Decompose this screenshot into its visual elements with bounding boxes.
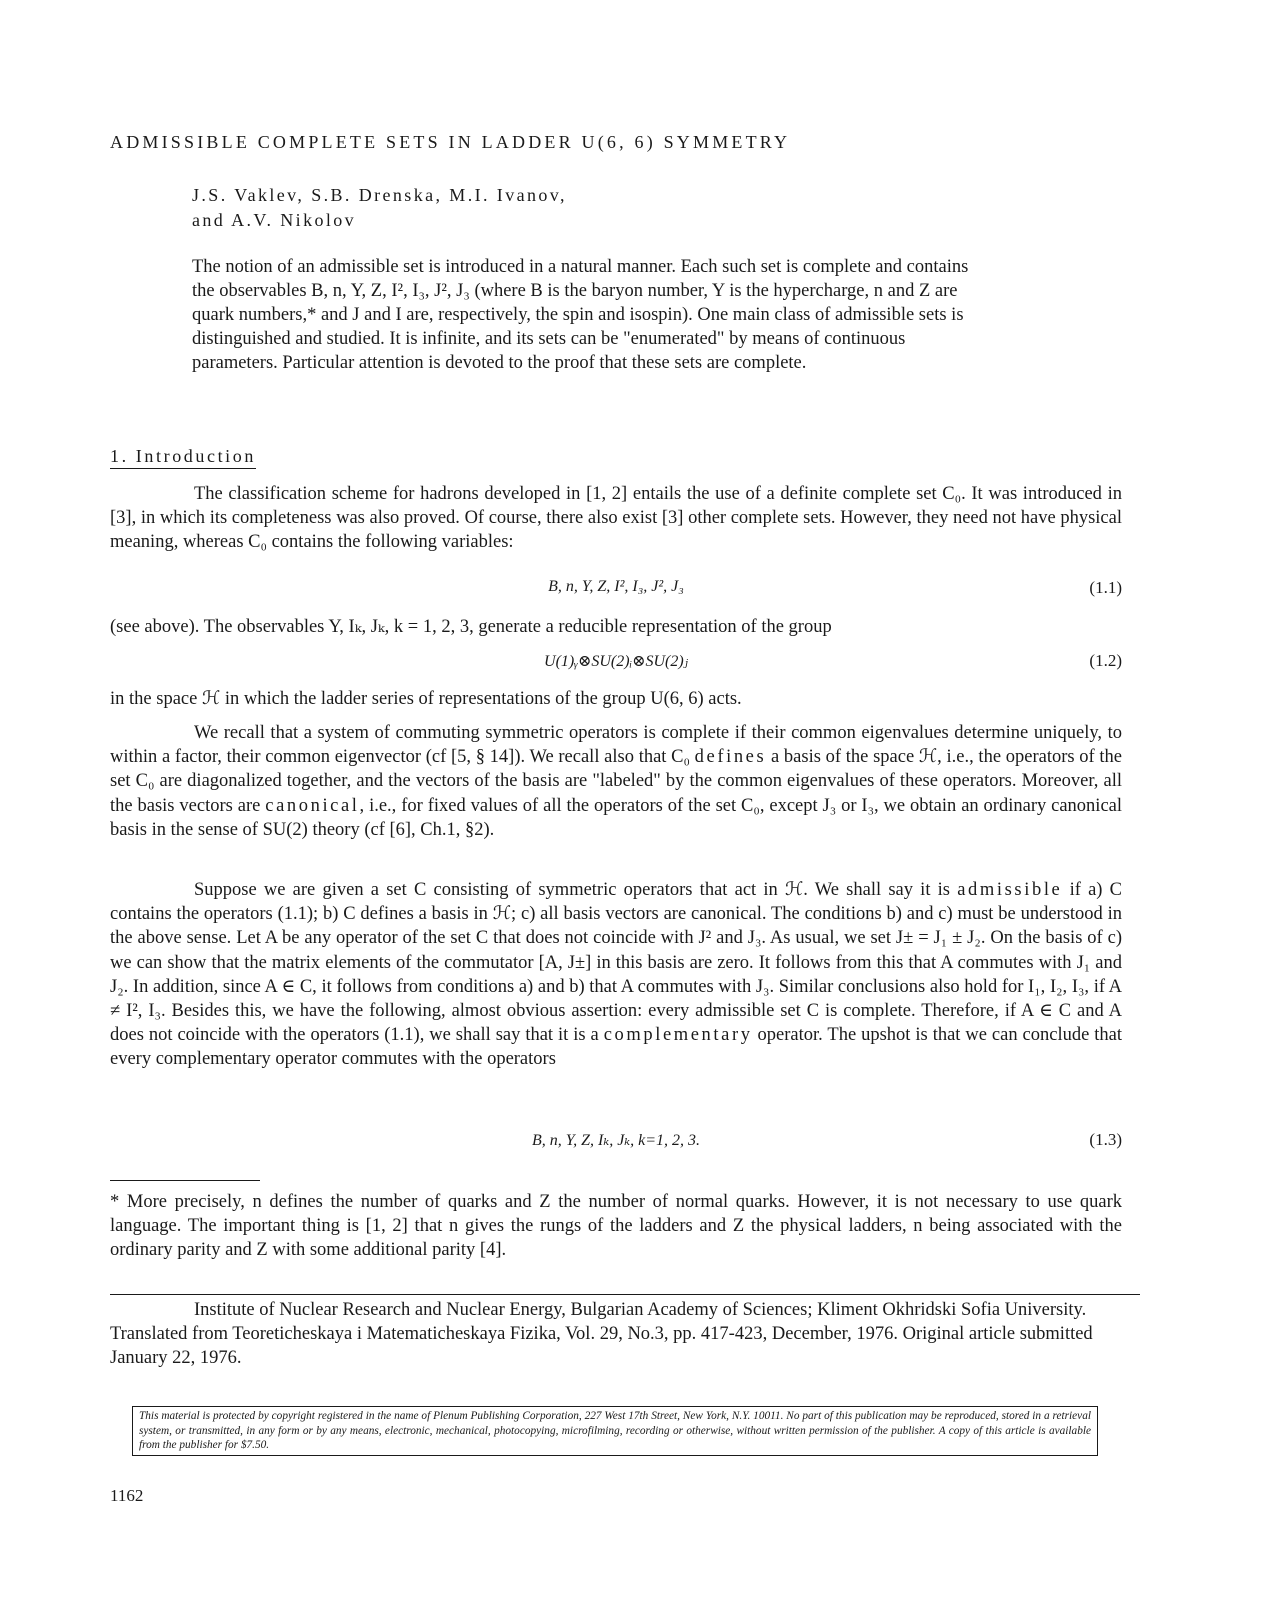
paragraph-5 — [110, 878, 1122, 1072]
page-number: 1162 — [110, 1486, 144, 1505]
authors-line-1: J.S. Vaklev, S.B. Drenska, M.I. Ivanov, — [192, 185, 567, 205]
affiliation-divider — [110, 1294, 1140, 1295]
equation-1-3 — [110, 1130, 1122, 1154]
paragraph-2-text: (see above). The observables Y, Iₖ, Jₖ, k = 1, 2, 3, generate a reducible representation of the group — [110, 617, 832, 637]
paragraph-2 — [110, 615, 1122, 639]
paragraph-5-part-3: operator. The upshot is that we can conclude that every complementary operator commutes with the operators — [110, 1025, 1122, 1070]
author-list — [192, 183, 567, 233]
paper-title: ADMISSIBLE COMPLETE SETS IN LADDER U(6, 6) SYMMETRY — [110, 132, 791, 152]
footnote-text: * More precisely, n defines the number of quarks and Z the number of normal quarks. However, it is not necessary to use quark language. The important thing is [1, 2] that n gives the rungs of the ladders and Z the physical ladders, n being associated with the ordinary parity and Z with some additional parity [4]. — [110, 1192, 1122, 1260]
paragraph-5-part-1: Suppose we are given a set C consisting of symmetric operators that act in ℋ. We shall say it is — [194, 880, 951, 900]
equation-1-2-number: (1.2) — [1089, 651, 1122, 670]
equation-1-3-number: (1.3) — [1089, 1130, 1122, 1149]
equation-1-3-formula: B, n, Y, Z, Iₖ, Jₖ, k=1, 2, 3. — [531, 1132, 701, 1149]
paragraph-1-text: The classification scheme for hadrons developed in [1, 2] entails the use of a definite complete set C₀. It was introduced in [3], in which its completeness was also proved. Of course, there also exist [3] other complete sets. However, they need not have physical meaning, whereas C₀ contains the following variables: — [110, 484, 1122, 553]
paragraph-4-part-1: We recall that a system of commuting symmetric operators is complete if their common eigenvalues determine uniquely, to within a factor, their common eigenvector (cf [5, § 14]). We recall also that C₀ — [110, 723, 1122, 768]
paragraph-3 — [110, 687, 1122, 711]
term-complementary: complementary — [603, 1025, 753, 1046]
affiliation — [110, 1298, 1130, 1370]
equation-1-2-formula: U(1)ᵧ⊗SU(2)ᵢ⊗SU(2)ⱼ — [544, 653, 688, 670]
equation-1-2 — [110, 651, 1122, 675]
term-canonical: canonical — [265, 795, 360, 816]
footnote-divider — [110, 1180, 260, 1181]
paragraph-4-part-2: a basis of the space ℋ, i.e., the operators of the set C₀ are diagonalized together, and the vectors of the basis are "labeled" by the common eigenvalues of these operators. Moreover, all the basis vectors are — [110, 747, 1123, 816]
abstract-text: The notion of an admissible set is introduced in a natural manner. Each such set is complete and contains the observables B, n, Y, Z, I², I₃, J², J₃ (where B is the baryon number, Y is the hypercharge, n and Z are quark numbers,* and J and I are, respectively, the spin and isospin). One main class of admissible sets is distinguished and studied. It is infinite, and its sets can be "enumerated" by means of continuous parameters. Particular attention is devoted to the proof that these sets are complete. — [192, 257, 969, 373]
paragraph-3-text: in the space ℋ in which the ladder series of representations of the group U(6, 6) acts. — [110, 689, 742, 709]
section-heading: 1. Introduction — [110, 446, 256, 469]
footnote — [110, 1190, 1122, 1262]
abstract — [192, 255, 992, 375]
equation-1-1 — [110, 578, 1122, 602]
equation-1-1-formula: B, n, Y, Z, I², I₃, J², J₃ — [548, 578, 684, 595]
paragraph-1 — [110, 482, 1122, 555]
authors-line-2: and A.V. Nikolov — [192, 210, 357, 230]
paragraph-4 — [110, 721, 1122, 842]
copyright-notice: This material is protected by copyright registered in the name of Plenum Publishing Corporation, 227 West 17th Street, New York, N.Y. 10011. No part of this publication may be reproduced, stored in a retrieval system, or transmitted, in any form or by any means, electronic, mechanical, photocopying, microfilming, recording or otherwise, without written permission of the publisher. A copy of this article is available from the publisher for $7.50. — [132, 1406, 1098, 1456]
term-admissible: admissible — [957, 880, 1063, 900]
paragraph-4-text — [110, 721, 1122, 842]
paragraph-5-part-2: if a) C contains the operators (1.1); b) C defines a basis in ℋ; c) all basis vectors are canonical. The conditions b) and c) must be understood in the above sense. Let A be any operator of the set C that does not coincide with J² and J₃. As usual, we set J± = J₁ ± J₂. On the basis of c) we can show that the matrix elements of the commutator [A, J±] in this basis are zero. It follows from this that A commutes with J₁ and J₂. In addition, since A ∈ C, it follows from conditions a) and b) that A commutes with J₃. Similar conclusions also hold for I₁, I₂, I₃, if A ≠ I², I₃. Besides this, we have the following, almost obvious assertion: every admissible set C is complete. Therefore, if A ∈ C and A does not coincide with the operators (1.1), we shall say that it is a — [110, 880, 1123, 1046]
paragraph-4-part-3: , i.e., for fixed values of all the operators of the set C₀, except J₃ or I₃, we obtain an ordinary canonical basis in the sense of SU(2) theory (cf [6], Ch.1, §2). — [110, 795, 1123, 840]
paragraph-5-text — [110, 878, 1122, 1072]
affiliation-text: Institute of Nuclear Research and Nuclear Energy, Bulgarian Academy of Sciences; Kliment Okhridski Sofia University. Translated from Teoreticheskaya i Matematicheskaya Fizika, Vol. 29, No.3, pp. 417-423, December, 1976. Original article submitted January 22, 1976. — [110, 1300, 1093, 1368]
term-defines: defines — [694, 747, 767, 768]
equation-1-1-number: (1.1) — [1089, 578, 1122, 597]
